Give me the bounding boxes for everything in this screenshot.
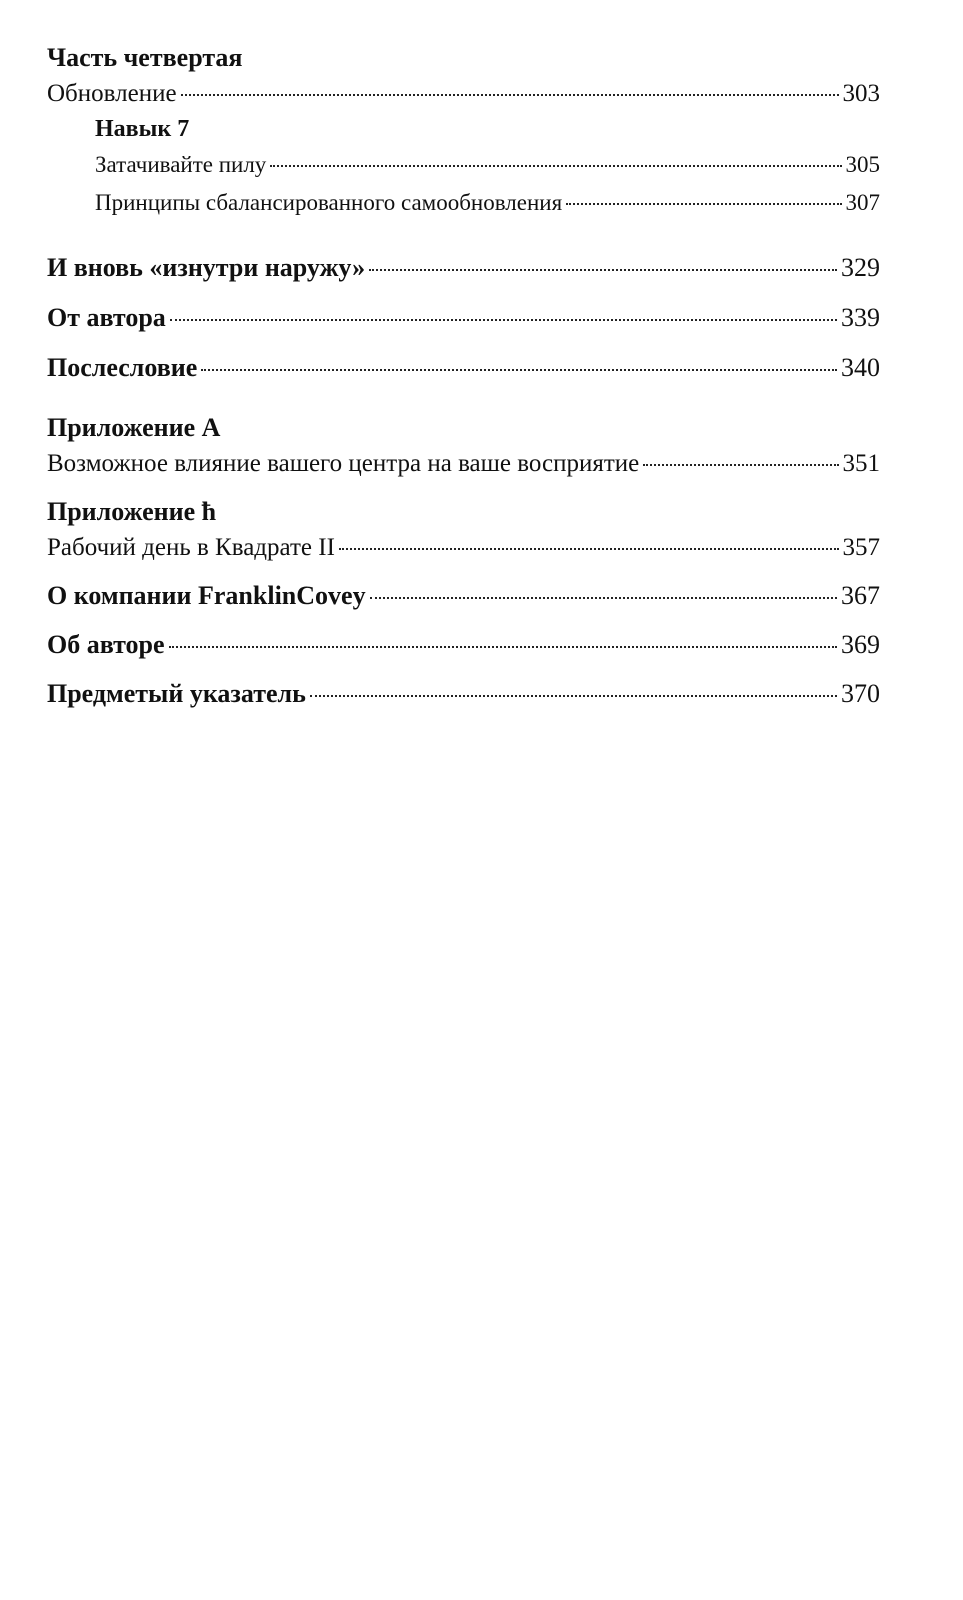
table-of-contents (47, 40, 880, 714)
dot-leader (310, 695, 837, 697)
entry-page: 303 (842, 80, 880, 107)
entry-title: Обновление (47, 80, 177, 107)
entry-title: Об авторе (47, 630, 165, 659)
dot-leader (369, 269, 837, 271)
dot-leader (169, 646, 837, 648)
entry-title: Принципы сбалансированного самообновления (95, 190, 563, 215)
dot-leader (370, 597, 837, 599)
entry-title: И вновь «изнутри наружу» (47, 253, 366, 282)
toc-entry-about-company[interactable] (47, 576, 880, 616)
toc-entry-from-author[interactable] (47, 298, 880, 338)
entry-page: 351 (842, 450, 880, 477)
entry-page: 367 (841, 581, 880, 610)
habit7-heading: Навык 7 (95, 116, 190, 142)
entry-page: 339 (841, 303, 880, 332)
toc-entry-balanced-renewal[interactable] (47, 184, 880, 222)
dot-leader (566, 203, 841, 205)
entry-page: 357 (842, 534, 880, 561)
toc-entry-center-perception[interactable] (47, 446, 880, 482)
entry-title: От автора (47, 303, 166, 332)
entry-title: Рабочий день в Квадрате II (47, 534, 335, 561)
dot-leader (181, 94, 839, 96)
part4-heading: Часть четвертая (47, 43, 243, 72)
toc-entry-afterword[interactable] (47, 348, 880, 388)
toc-entry-renewal[interactable] (47, 76, 880, 112)
dot-leader (170, 319, 837, 321)
toc-entry-inside-out-again[interactable] (47, 248, 880, 288)
entry-title: Послесловие (47, 353, 198, 382)
entry-title: Предметый указатель (47, 679, 306, 708)
dot-leader (339, 548, 839, 550)
entry-page: 369 (841, 630, 880, 659)
dot-leader (643, 464, 838, 466)
toc-entry-about-author[interactable] (47, 625, 880, 665)
entry-page: 329 (841, 253, 880, 282)
toc-entry-sharpen-saw[interactable] (47, 146, 880, 184)
entry-title: Затачивайте пилу (95, 152, 267, 177)
entry-page: 305 (845, 152, 880, 177)
entry-page: 340 (841, 353, 880, 382)
appendix-b-heading: Приложение ħ (47, 497, 217, 526)
entry-title: Возможное влияние вашего центра на ваше восприятие (47, 450, 640, 477)
toc-entry-quadrant-day[interactable] (47, 530, 880, 566)
appendix-a-heading: Приложение А (47, 413, 221, 442)
entry-title: О компании FranklinCovey (47, 581, 366, 610)
entry-page: 370 (841, 679, 880, 708)
toc-entry-subject-index[interactable] (47, 674, 880, 714)
dot-leader (201, 369, 837, 371)
dot-leader (270, 165, 841, 167)
entry-page: 307 (845, 190, 880, 215)
